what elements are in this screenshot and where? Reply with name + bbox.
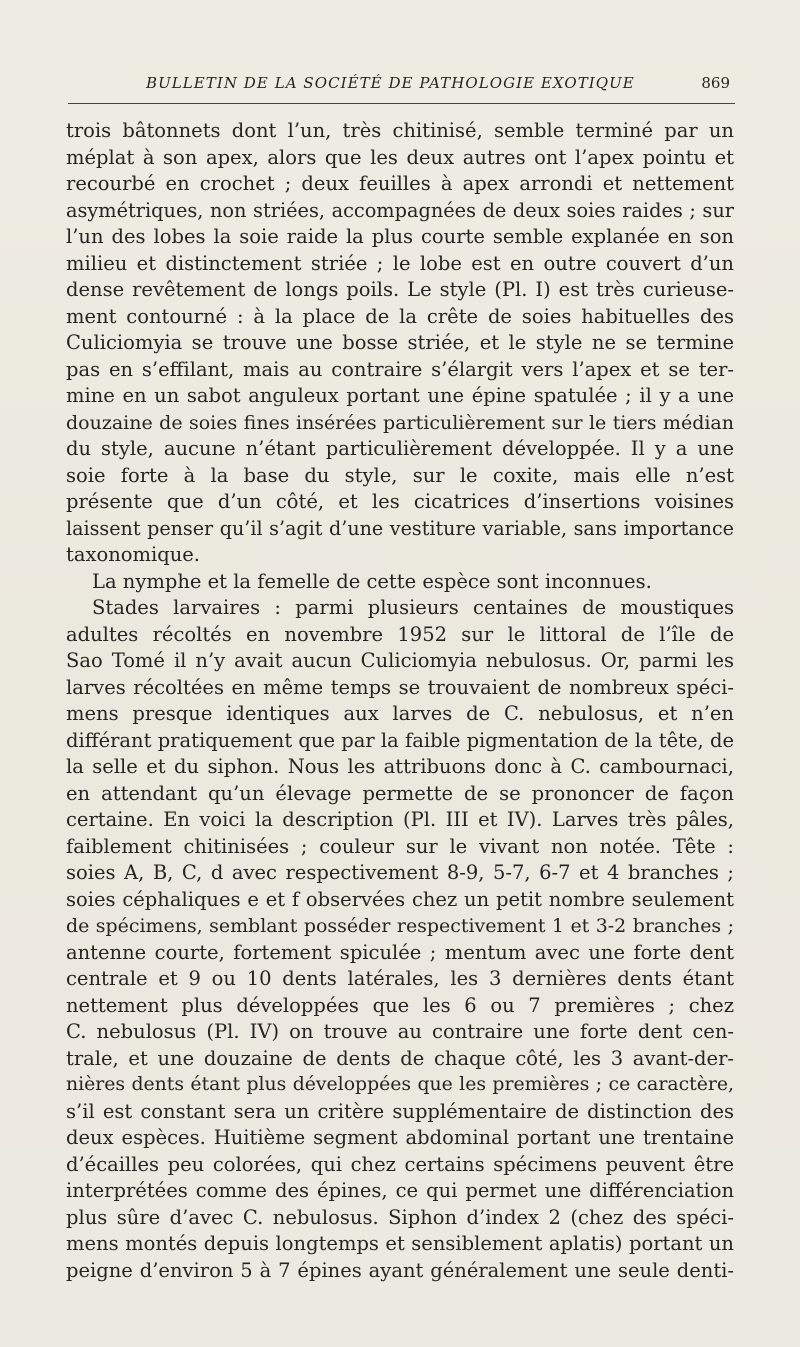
running-title: BULLETIN DE LA SOCIÉTÉ DE PATHOLOGIE EXOTIQUE (146, 74, 635, 92)
text-line: nettement plus développées que les 6 ou 7 premières ; chez (66, 993, 734, 1017)
text-line: différant pratiquement que par la faible pigmentation de la tête, de (66, 728, 734, 752)
text-line: Sao Tomé il n’y avait aucun Culiciomyia nebulosus. Or, parmi les (66, 649, 734, 672)
text-line: présente que d’un côté, et les cicatrices d’insertions voisines (66, 490, 734, 513)
text-line: faiblement chitinisées ; couleur sur le vivant non notée. Tête : (66, 834, 734, 858)
text-line: Stades larvaires : parmi plusieurs centaines de moustiques (92, 596, 734, 619)
text-line: du style, aucune n’étant particulièrement développée. Il y a une (66, 437, 734, 460)
text-line: interprétées comme des épines, ce qui permet une différenciation (66, 1179, 734, 1202)
text-line: dense revêtement de longs poils. Le style (Pl. I) est très curieuse- (66, 278, 734, 301)
text-line: douzaine de soies fines insérées particulièrement sur le tiers médian (66, 411, 734, 434)
text-line: antenne courte, fortement spiculée ; mentum avec une forte dent (66, 940, 734, 964)
text-line: s’il est constant sera un critère supplémentaire de distinction des (66, 1099, 734, 1123)
text-line: deux espèces. Huitième segment abdominal portant une trentaine (66, 1126, 734, 1149)
text-line: la selle et du siphon. Nous les attribuons donc à C. cambournaci, (66, 755, 734, 778)
text-line: centrale et 9 ou 10 dents latérales, les 3 dernières dents étant (66, 967, 734, 990)
text-line: trois bâtonnets dont l’un, très chitinisé, semble terminé par un (66, 119, 734, 142)
text-line: de spécimens, semblant posséder respectivement 1 et 3-2 branches ; (66, 915, 734, 937)
text-line: mine en un sabot anguleux portant une épine spatulée ; il y a une (66, 384, 734, 407)
text-line: Culiciomyia se trouve une bosse striée, et le style ne se termine (66, 331, 734, 354)
text-line: taxonomique. (66, 543, 201, 566)
text-line: certaine. En voici la description (Pl. III et IV). Larves très pâles, (66, 808, 734, 831)
text-line: soie forte à la base du style, sur le coxite, mais elle n’est (66, 463, 734, 487)
text-line: recourbé en crochet ; deux feuilles à apex arrondi et nettement (66, 172, 734, 195)
text-line: soies céphaliques e et f observées chez un petit nombre seulement (66, 887, 734, 911)
text-line: méplat à son apex, alors que les deux autres ont l’apex pointu et (66, 145, 734, 169)
text-line: en attendant qu’un élevage permette de se prononcer de façon (66, 781, 734, 805)
text-line: nières dents étant plus développées que les premières ; ce caractère, (66, 1074, 734, 1095)
text-line: C. nebulosus (Pl. IV) on trouve au contraire une forte dent cen- (66, 1020, 734, 1043)
text-line: larves récoltées en même temps se trouvaient de nombreux spéci- (66, 675, 734, 699)
text-line: ment contourné : à la place de la crête de soies habituelles des (66, 304, 734, 328)
text-line: asymétriques, non striées, accompagnées de deux soies raides ; sur (66, 198, 734, 222)
text-line: l’un des lobes la soie raide la plus courte semble explanée en son (66, 225, 734, 248)
text-line: milieu et distinctement striée ; le lobe est en outre couvert d’un (66, 251, 734, 275)
text-line: peigne d’environ 5 à 7 épines ayant généralement une seule denti- (66, 1258, 734, 1282)
header-rule (68, 103, 735, 104)
body-text (66, 118, 734, 1284)
text-line: trale, et une douzaine de dents de chaque côté, les 3 avant-der- (66, 1046, 734, 1070)
page-number: 869 (701, 74, 730, 92)
text-line: pas en s’effilant, mais au contraire s’élargit vers l’apex et se ter- (66, 357, 734, 381)
text-line: adultes récoltés en novembre 1952 sur le littoral de l’île de (66, 622, 734, 646)
text-line: laissent penser qu’il s’agit d’une vestiture variable, sans importance (66, 516, 734, 540)
running-header (66, 74, 734, 98)
text-line: d’écailles peu colorées, qui chez certains spécimens peuvent être (66, 1152, 734, 1176)
text-line: plus sûre d’avec C. nebulosus. Siphon d’index 2 (chez des spéci- (66, 1205, 734, 1229)
text-line: soies A, B, C, d avec respectivement 8-9, 5-7, 6-7 et 4 branches ; (66, 861, 734, 884)
text-line: mens montés depuis longtemps et sensiblement aplatis) portant un (66, 1232, 734, 1255)
text-line: La nymphe et la femelle de cette espèce sont inconnues. (92, 569, 652, 593)
text-line: mens presque identiques aux larves de C. nebulosus, et n’en (66, 702, 734, 725)
